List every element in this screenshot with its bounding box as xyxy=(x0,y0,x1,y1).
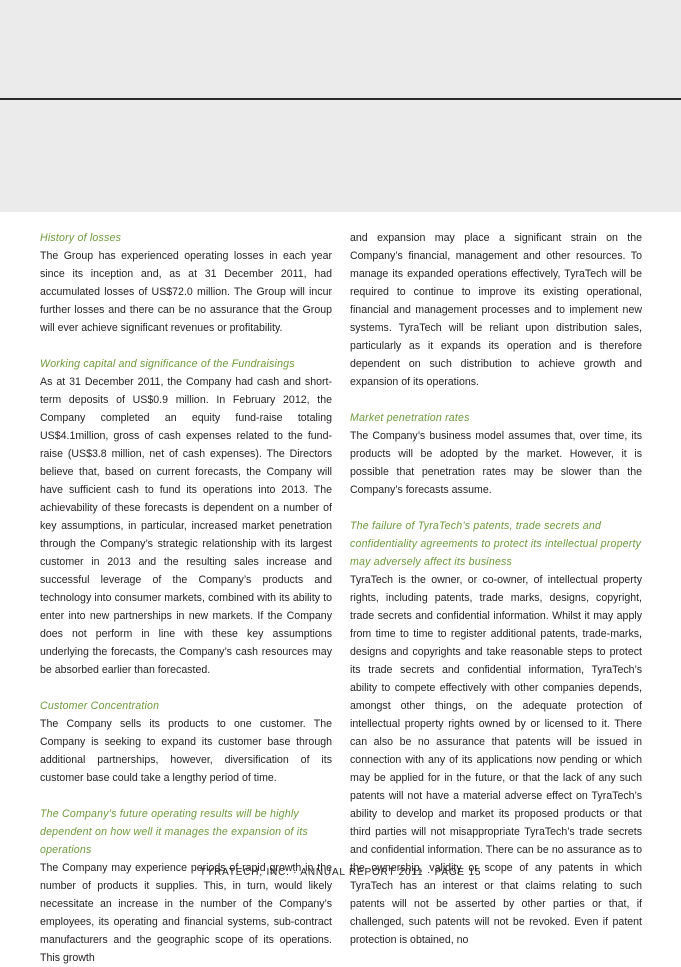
header-rule xyxy=(0,98,681,100)
section-text-history-of-losses: The Group has experienced operating losses in each year since its inception and, as at 31 December 2011, had accumulated losses of US$72.0 million. The Group will incur further losses and there can be no assurance that the Group will ever achieve significant revenues or profitability. xyxy=(40,250,332,334)
section-heading-customer-concentration: Customer Concentration xyxy=(40,700,160,712)
section-text-continuation: and expansion may place a significant strain on the Company’s financial, management and other resources. To manage its expanded operations effectively, TyraTech will be required to continue to improve its existing operational, financial and management processes and to implement new systems. TyraTech will be reliant upon distribution sales, particularly as it expands its operation and is therefore dependent on such distribution to achieve growth and expansion of its operations. xyxy=(350,232,642,388)
section-text-customer-concentration: The Company sells its products to one customer. The Company is seeking to expand its customer base through additional partnerships, however, diversification of its customer base could take a lengthy period of time. xyxy=(40,718,332,784)
section-text-working-capital: As at 31 December 2011, the Company had cash and short-term deposits of US$0.9 million. In February 2012, the Company completed an equity fund-raise totaling US$4.1million, gross of cash expenses related to the fund-raise (US$3.8 million, net of cash expenses). The Directors believe that, based on current forecasts, the Company will have sufficient cash to fund its operations into 2013. The achievability of these forecasts is dependent on a number of key assumptions, in particular, increased market penetration through the Company’s strategic relationship with its largest customer in 2013 and the resulting sales increase and successful leverage of the Company’s products and technology into consumer markets, combined with its ability to enter into new partnerships in new markets. If the Company does not perform in line with these key assumptions underlying the forecasts, the Company’s cash resources may be absorbed earlier than forecasted. xyxy=(40,376,332,676)
page-footer: TYRATECH, INC. · ANNUAL REPORT 2011 · PAGE 15 xyxy=(199,867,482,878)
section-heading-market-penetration: Market penetration rates xyxy=(350,412,470,424)
section-heading-history-of-losses: History of losses xyxy=(40,232,122,244)
left-column xyxy=(40,229,332,967)
section-text-market-penetration: The Company’s business model assumes that, over time, its products will be adopted by the market. However, it is possible that penetration rates may be slower than the Company’s forecasts assume. xyxy=(350,430,642,496)
section-heading-future-operating-results: The Company’s future operating results will be highly dependent on how well it manages the expansion of its operations xyxy=(40,808,308,856)
header-band xyxy=(0,0,681,212)
section-text-future-operating-results: The Company may experience periods of rapid growth in the number of products it supplies. This, in turn, would likely necessitate an increase in the number of the Company’s employees, its operating and financial systems, sub-contract manufacturers and the geographic scope of its operations. This growth xyxy=(40,862,332,964)
section-text-patents: TyraTech is the owner, or co-owner, of intellectual property rights, including patents, trade marks, designs, copyright, trade secrets and confidential information. Whilst it may apply from time to time to register additional patents, trade-marks, designs and copyrights and take reasonable steps to protect its trade secrets and confidential information, TyraTech’s ability to compete effectively with other companies depends, amongst other things, on the adequate protection of intellectual property rights owned by or licensed to it. There can also be no assurance that patents will be issued in connection with any of its applications now pending or which may be applied for in the future, or that the lack of any such patents will not have a material adverse effect on TyraTech’s ability to develop and market its proposed products or that third parties will not misappropriate TyraTech’s trade secrets and confidential information. There can be no assurance as to the ownership, validity or scope of any patents in which TyraTech has an interest or that claims relating to such patents will not be asserted by other parties or that, if challenged, such patents will not be revoked. Even if patent protection is obtained, no xyxy=(350,574,642,946)
right-column xyxy=(350,229,642,949)
section-heading-working-capital: Working capital and significance of the Fundraisings xyxy=(40,358,295,370)
section-heading-patents: The failure of TyraTech’s patents, trade secrets and confidentiality agreements to protect its intellectual property may adversely affect its business xyxy=(350,520,642,568)
